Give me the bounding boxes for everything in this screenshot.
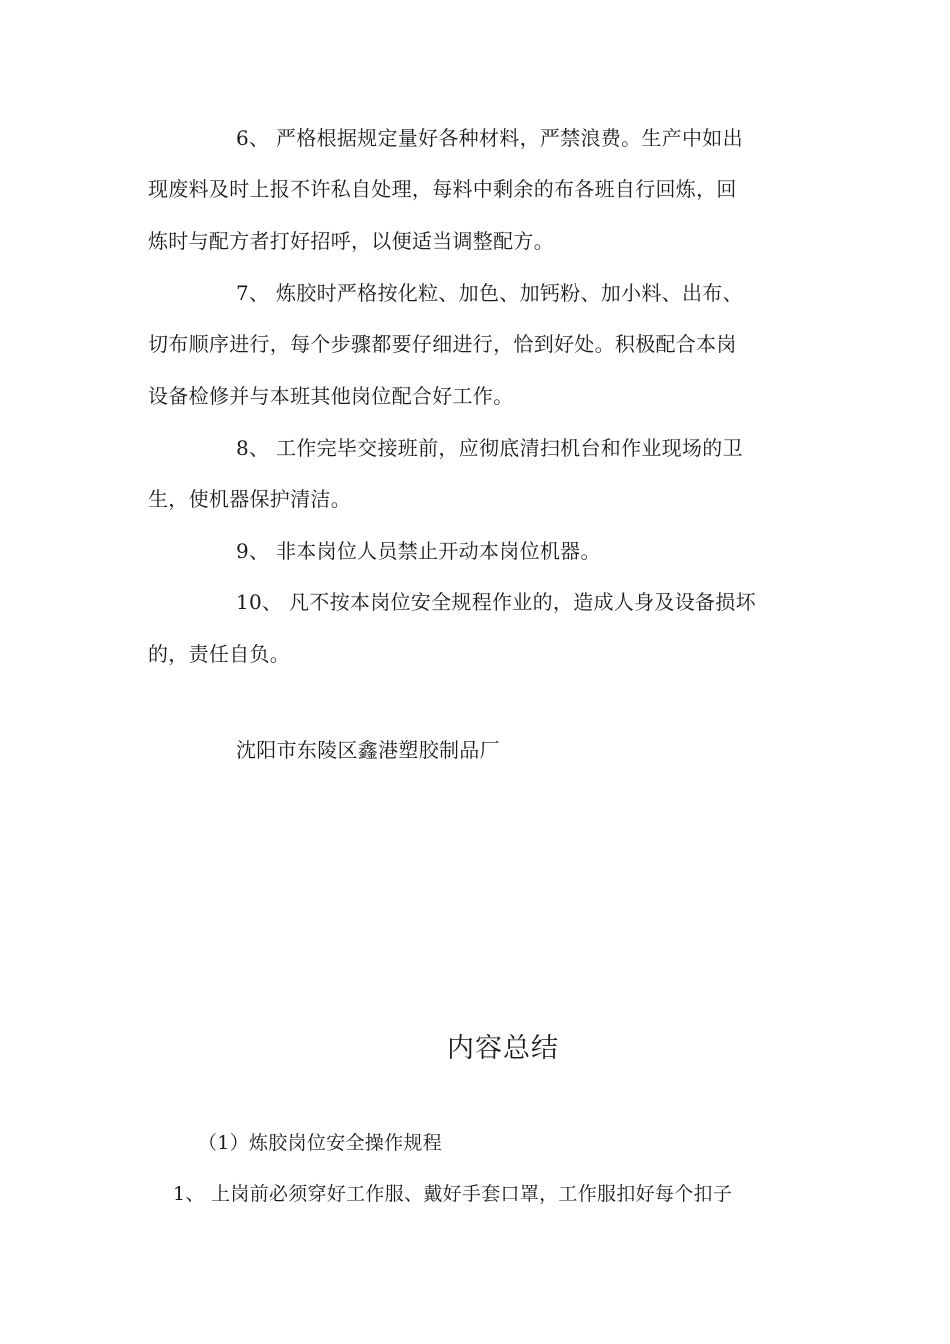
item-6-line-3: 炼时与配方者打好招呼，以便适当调整配方。 [148, 229, 554, 253]
summary-title: 内容总结 [447, 1033, 559, 1064]
item-7-line-3: 设备检修并与本班其他岗位配合好工作。 [148, 384, 514, 408]
item-7-line-2: 切布顺序进行，每个步骤都要仔细进行，恰到好处。积极配合本岗 [148, 332, 737, 356]
item-7-line-1: 7、 炼胶时严格按化粒、加色、加钙粉、加小料、出布、 [236, 281, 743, 305]
item-6-line-2: 现废料及时上报不许私自处理，每料中剩余的布各班自行回炼，回 [148, 177, 737, 201]
summary-section-heading: （1）炼胶岗位安全操作规程 [198, 1132, 442, 1154]
item-8-line-1: 8、 工作完毕交接班前，应彻底清扫机台和作业现场的卫 [236, 436, 743, 460]
item-10-line-1: 10、 凡不按本岗位安全规程作业的，造成人身及设备损坏 [236, 590, 756, 614]
item-9-line-1: 9、 非本岗位人员禁止开动本岗位机器。 [236, 539, 601, 563]
summary-first-item: 1、 上岗前必须穿好工作服、戴好手套口罩，工作服扣好每个扣子 [173, 1183, 733, 1205]
item-10-line-2: 的，责任自负。 [148, 642, 291, 666]
company-name: 沈阳市东陵区鑫港塑胶制品厂 [236, 738, 500, 762]
item-8-line-2: 生，使机器保护清洁。 [148, 487, 351, 511]
item-6-line-1: 6、 严格根据规定量好各种材料，严禁浪费。生产中如出 [236, 126, 743, 150]
